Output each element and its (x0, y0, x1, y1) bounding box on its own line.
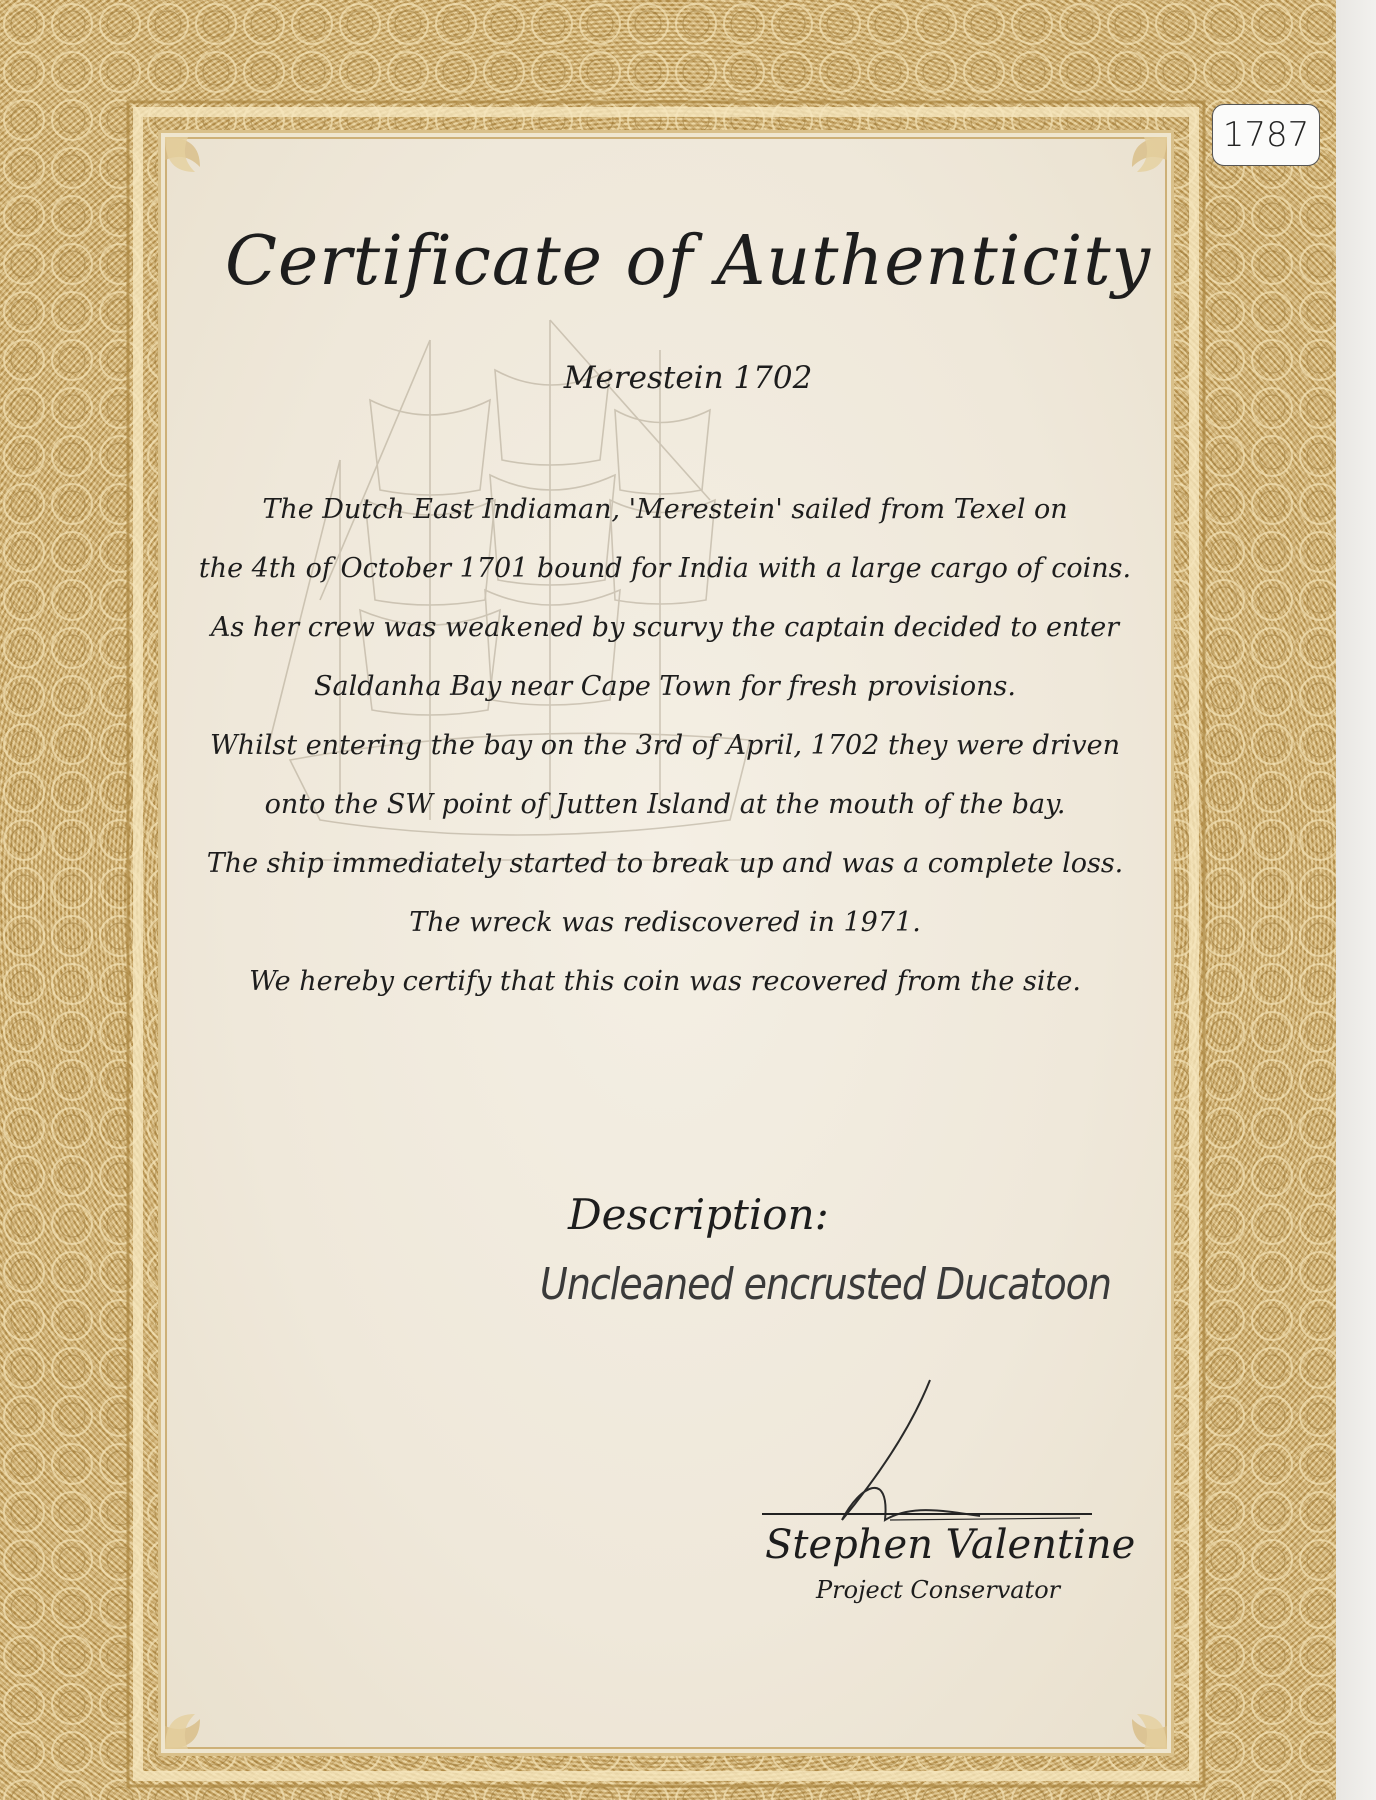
inventory-tag: 1787 (1212, 104, 1320, 166)
body-line: The ship immediately started to break up and was a complete loss. (206, 848, 1124, 879)
body-line: The Dutch East Indiaman, 'Merestein' sailed from Texel on (262, 494, 1068, 525)
description-label: Description: (568, 1190, 829, 1239)
corner-ornament-icon (1102, 1684, 1172, 1754)
signer-role: Project Conservator (816, 1576, 1061, 1604)
certificate-body (160, 480, 1170, 1011)
corner-ornament-icon (1102, 132, 1172, 202)
corner-ornament-icon (160, 132, 230, 202)
corner-ornament-icon (160, 1684, 230, 1754)
certificate-title: Certificate of Authenticity (224, 222, 1151, 301)
signer-name: Stephen Valentine (765, 1522, 1136, 1568)
body-line: onto the SW point of Jutten Island at the mouth of the bay. (264, 789, 1066, 820)
body-line: Whilst entering the bay on the 3rd of April, 1702 they were driven (210, 730, 1120, 761)
body-line: The wreck was rediscovered in 1971. (409, 907, 921, 938)
description-handwritten-value: Uncleaned encrusted Ducatoon (540, 1258, 1112, 1310)
certificate-subtitle: Merestein 1702 (563, 360, 813, 396)
signature-line (762, 1513, 1092, 1515)
body-line: Saldanha Bay near Cape Town for fresh provisions. (314, 671, 1016, 702)
body-line: We hereby certify that this coin was recovered from the site. (249, 966, 1081, 997)
body-line: the 4th of October 1701 bound for India with a large cargo of coins. (198, 553, 1132, 584)
body-line: As her crew was weakened by scurvy the captain decided to enter (210, 612, 1120, 643)
